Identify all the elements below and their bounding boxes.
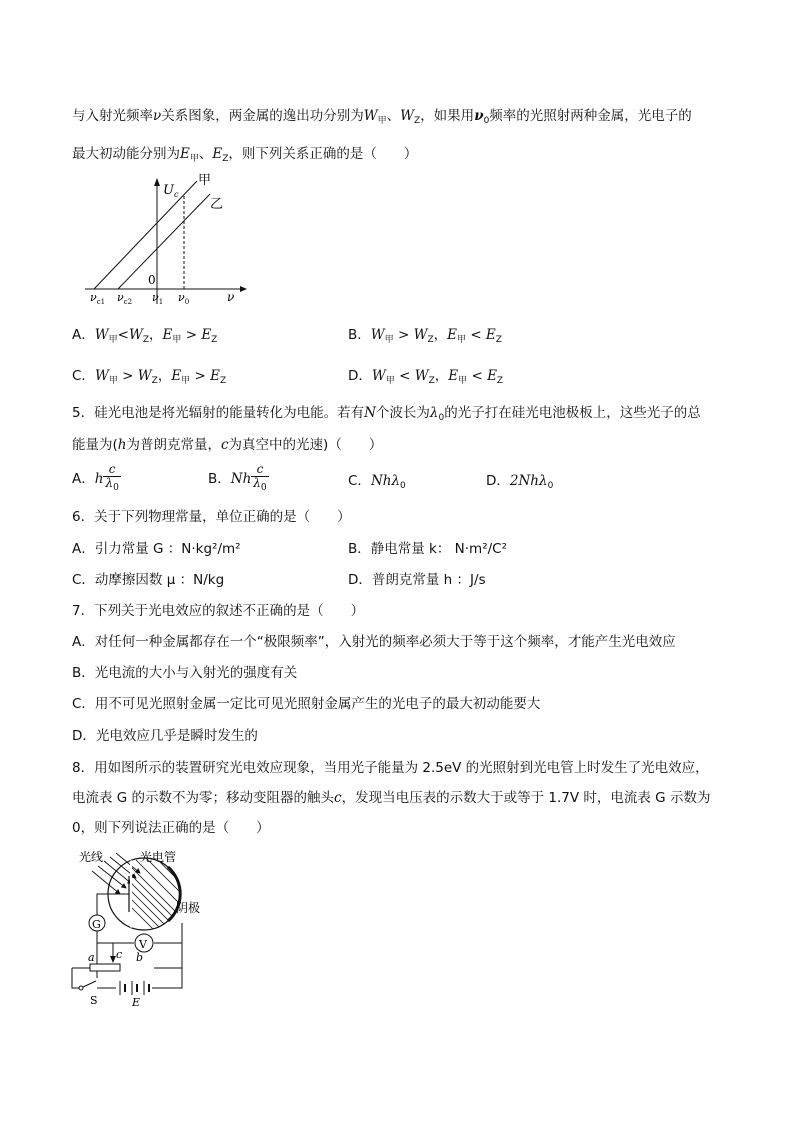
q6-stem: 6．关于下列物理常量，单位正确的是（ ） xyxy=(72,509,351,525)
q4-option-c[interactable]: C．$W_甲 > W_Z$，$E_甲 > E_Z$ xyxy=(72,368,227,386)
light-label: 光线 xyxy=(79,850,104,864)
q5-option-a[interactable]: A．h $\frac{c}{\lambda_0}$ xyxy=(72,462,119,493)
fraction-c-over-lambda0: $\frac{c}{\lambda_0}$ xyxy=(253,462,267,493)
q5-stem-line1: 5．硅光电池是将光辐射的能量转化为电能。若有N个波长为$\lambda_0$的光子打在硅光电池极板上，这些光子的总 xyxy=(72,405,701,423)
switch-label: S xyxy=(90,994,98,1007)
q5-stem-line2: 能量为(h为普朗克常量，c为真空中的光速)（ ） xyxy=(72,437,383,453)
q4-option-d[interactable]: D．$W_甲 < W_Z$，$E_甲 < E_Z$ xyxy=(348,368,504,386)
battery-e xyxy=(120,981,149,995)
q6-option-b[interactable]: B．静电常量 k： N·m²/C² xyxy=(348,541,508,557)
nu-symbol: ν xyxy=(153,108,162,124)
line-yi-label: 乙 xyxy=(210,197,224,212)
fraction-c-over-lambda0: $\frac{c}{\lambda_0}$ xyxy=(105,462,119,493)
q6-option-a[interactable]: A．引力常量 G ：N·kg²/m² xyxy=(72,541,241,557)
q4-option-a[interactable]: A．$W_甲<W_Z$，$E_甲 > E_Z$ xyxy=(72,327,218,345)
wires xyxy=(72,894,182,988)
tick-nu-0: $\nu_0$ xyxy=(178,291,190,306)
y-axis-label: $U_c$ xyxy=(163,183,179,199)
tick-nu-c1: $\nu_{c1}$ xyxy=(90,291,106,306)
q4-option-b[interactable]: B．$W_甲 > W_Z$，$E_甲 < E_Z$ xyxy=(348,327,502,345)
q6-option-c[interactable]: C．动摩擦因数 μ ：N/kg xyxy=(72,572,225,588)
q4-stem-line1: 与入射光频率ν关系图象，两金属的逸出功分别为$W_甲$、$W_Z$，如果用$\nu_0$频率的光照射两种金属，光电子的 xyxy=(72,108,692,126)
q8-stem-line3: 0，则下列说法正确的是（ ） xyxy=(72,820,270,836)
q6-option-d[interactable]: D．普朗克常量 h ：J/s xyxy=(348,572,486,588)
q8-stem-line2: 电流表 G 的示数不为零；移动变阻器的触头c，发现当电压表的示数大于或等于 1.7V 时，电流表 G 示数为 xyxy=(72,790,711,806)
y-axis-arrow xyxy=(154,178,160,186)
tube-label: 光电管 xyxy=(140,850,177,864)
line-yi xyxy=(118,194,210,289)
tick-nu-c2: $\nu_{c2}$ xyxy=(117,291,133,306)
photoelectric-circuit-diagram xyxy=(70,846,220,1008)
switch-s[interactable] xyxy=(83,981,96,987)
q8-stem-line1: 8．用如图所示的装置研究光电效应现象，当用光子能量为 2.5eV 的光照射到光电管上时发生了光电效应， xyxy=(72,760,709,776)
x-axis-label: ν xyxy=(227,290,235,304)
voltmeter-label: V xyxy=(139,938,147,951)
line-jia xyxy=(94,181,197,289)
q7-stem: 7．下列关于光电效应的叙述不正确的是（ ） xyxy=(72,603,365,619)
q7-option-a[interactable]: A．对任何一种金属都存在一个“极限频率”，入射光的频率必须大于等于这个频率，才能产生光电效应 xyxy=(72,634,676,650)
line-jia-label: 甲 xyxy=(198,173,212,188)
q7-option-c[interactable]: C．用不可见光照射金属一定比可见光照射金属产生的光电子的最大初动能要大 xyxy=(72,696,541,712)
x-axis-arrow xyxy=(240,286,247,292)
q5-option-d[interactable]: D．2Nhλ$_0$ xyxy=(486,473,554,491)
q5-option-b[interactable]: B．Nh $\frac{c}{\lambda_0}$ xyxy=(208,462,267,493)
q7-option-b[interactable]: B．光电流的大小与入射光的强度有关 xyxy=(72,665,298,681)
uc-nu-graph xyxy=(80,172,250,307)
q4-stem-line2: 最大初动能分别为$E_甲$、$E_Z$，则下列关系正确的是（ ） xyxy=(72,146,418,164)
q5-option-c[interactable]: C．Nhλ$_0$ xyxy=(348,473,406,491)
battery-label: E xyxy=(132,996,141,1008)
cathode-label: 阴极 xyxy=(176,901,201,915)
switch-terminal xyxy=(79,986,83,990)
label-b: b xyxy=(136,951,144,964)
q7-option-d[interactable]: D．光电效应几乎是瞬时发生的 xyxy=(72,728,258,744)
origin-label: 0 xyxy=(148,273,156,287)
rheostat xyxy=(90,964,120,971)
label-a: a xyxy=(88,951,95,964)
label-c: c xyxy=(116,948,123,961)
ammeter-label: G xyxy=(92,918,101,931)
tick-nu-1: $\nu_1$ xyxy=(152,291,164,306)
